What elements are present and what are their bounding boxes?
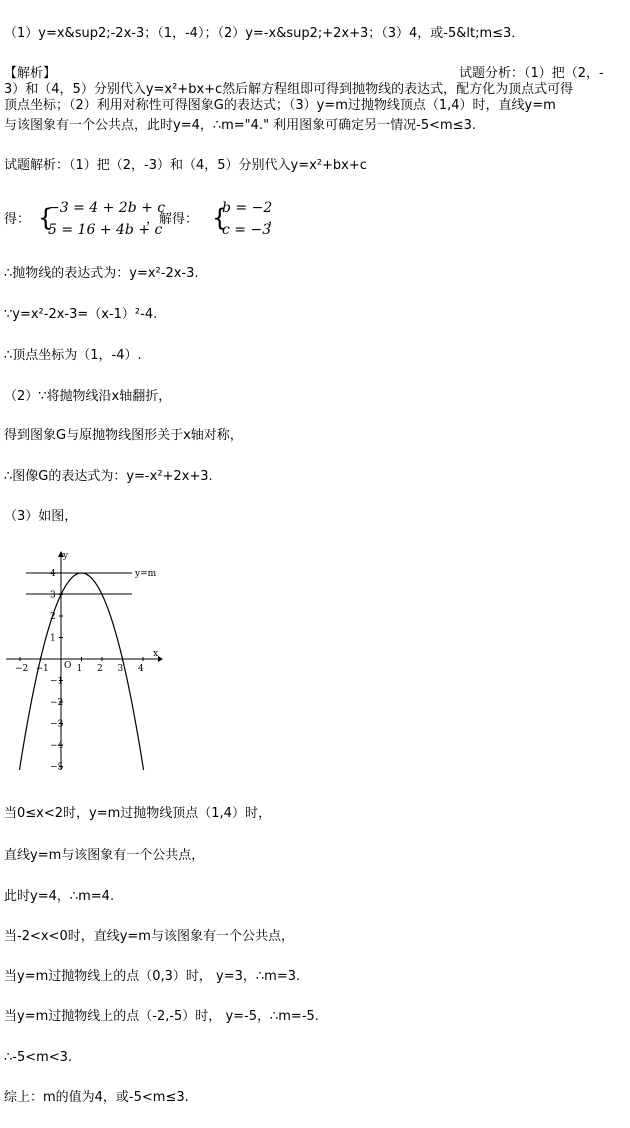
x-axis-label: x <box>153 649 159 659</box>
case1-line-a: 当0≤x<2时，y=m过抛物线顶点（1,4）时， <box>4 806 271 821</box>
G-expr-line: ∴图像G的表达式为：y=-x²+2x+3. <box>4 469 213 484</box>
y-tick-label: −5 <box>50 762 64 773</box>
x-tick-label: 3 <box>117 664 124 674</box>
y-tick-label: −2 <box>50 698 64 708</box>
part3-line: （3）如图， <box>4 509 78 524</box>
y-tick-label: 1 <box>50 633 56 644</box>
solution-intro: 试题解析：（1）把（2，-3）和（4，5）分别代入y=x²+bx+c <box>4 158 367 173</box>
comma-after-system: ， <box>268 212 282 227</box>
x-tick-label: 2 <box>97 664 103 674</box>
x-tick-label: 4 <box>138 664 144 674</box>
vertex-form-line: ∵y=x²-2x-3=（x-1）²-4. <box>4 307 158 322</box>
analysis-summary-right: 试题分析：（1）把（2，- <box>459 66 604 81</box>
parabola-graph <box>2 548 172 774</box>
x-tick-label: −1 <box>35 664 49 674</box>
jiede-label: ，解得： <box>146 212 199 227</box>
solution-b: b = −2 <box>222 200 273 216</box>
system-eq2: 5 = 16 + 4b + c <box>48 222 163 238</box>
range-line: ∴-5<m<3. <box>4 1050 73 1065</box>
analysis-tag: 【解析】 <box>4 66 57 81</box>
solution-c: c = −3 <box>222 222 272 238</box>
case2-line-a: 当-2<x<0时，直线y=m与该图象有一个公共点， <box>4 929 294 944</box>
line-y-m-label: y=m <box>135 569 157 579</box>
origin-label: O <box>64 661 72 671</box>
case2-line-c: 当y=m过抛物线上的点（-2,-5）时， y=-5，∴m=-5. <box>4 1009 319 1024</box>
y-axis-label: y <box>63 551 69 561</box>
expr-line: ∴抛物线的表达式为：y=x²-2x-3. <box>4 266 199 281</box>
symmetry-line: 得到图象G与原抛物线图形关于x轴对称， <box>4 428 243 443</box>
y-tick-label: −3 <box>50 719 64 730</box>
analysis-summary-line2: 3）和（4，5）分别代入y=x²+bx+c然后解方程组即可得到抛物线的表达式，配方化为顶点式可得 <box>4 82 574 97</box>
brace-left-1: { <box>38 204 54 232</box>
case1-line-b: 直线y=m与该图象有一个公共点， <box>4 848 205 863</box>
answer-line: （1）y=x&sup2;-2x-3；（1，-4）；（2）y=-x&sup2;+2x+3；（3）4，或-5&lt;m≤3． <box>4 26 525 41</box>
y-tick-label: −1 <box>50 676 64 687</box>
system-eq1: −3 = 4 + 2b + c <box>48 200 166 216</box>
y-tick-label: 3 <box>50 590 56 601</box>
x-tick-label: −2 <box>15 664 29 674</box>
y-tick-label: −4 <box>50 741 64 751</box>
case1-line-c: 此时y=4，∴m=4. <box>4 889 115 904</box>
brace-left-2: { <box>212 204 228 232</box>
y-tick-label: 4 <box>50 569 56 579</box>
analysis-summary-line4: 与该图象有一个公共点，此时y=4，∴m="4." 利用图象可确定另一情况-5<m≤3. <box>4 118 476 133</box>
final-line: 综上：m的值为4，或-5<m≤3. <box>4 1090 189 1105</box>
part2-line: （2）∵将抛物线沿x轴翻折， <box>4 389 172 404</box>
de-label: 得： <box>4 212 31 227</box>
x-tick-label: 1 <box>76 664 83 674</box>
vertex-line: ∴顶点坐标为（1，-4）. <box>4 348 142 363</box>
x-axis-arrow <box>158 656 163 662</box>
analysis-summary-line3: 顶点坐标；（2）利用对称性可得图象G的表达式；（3）y=m过抛物线顶点（1,4）时，直线y=m <box>4 98 556 113</box>
case2-line-b: 当y=m过抛物线上的点（0,3）时， y=3，∴m=3. <box>4 969 301 984</box>
y-tick-label: 2 <box>50 612 56 622</box>
